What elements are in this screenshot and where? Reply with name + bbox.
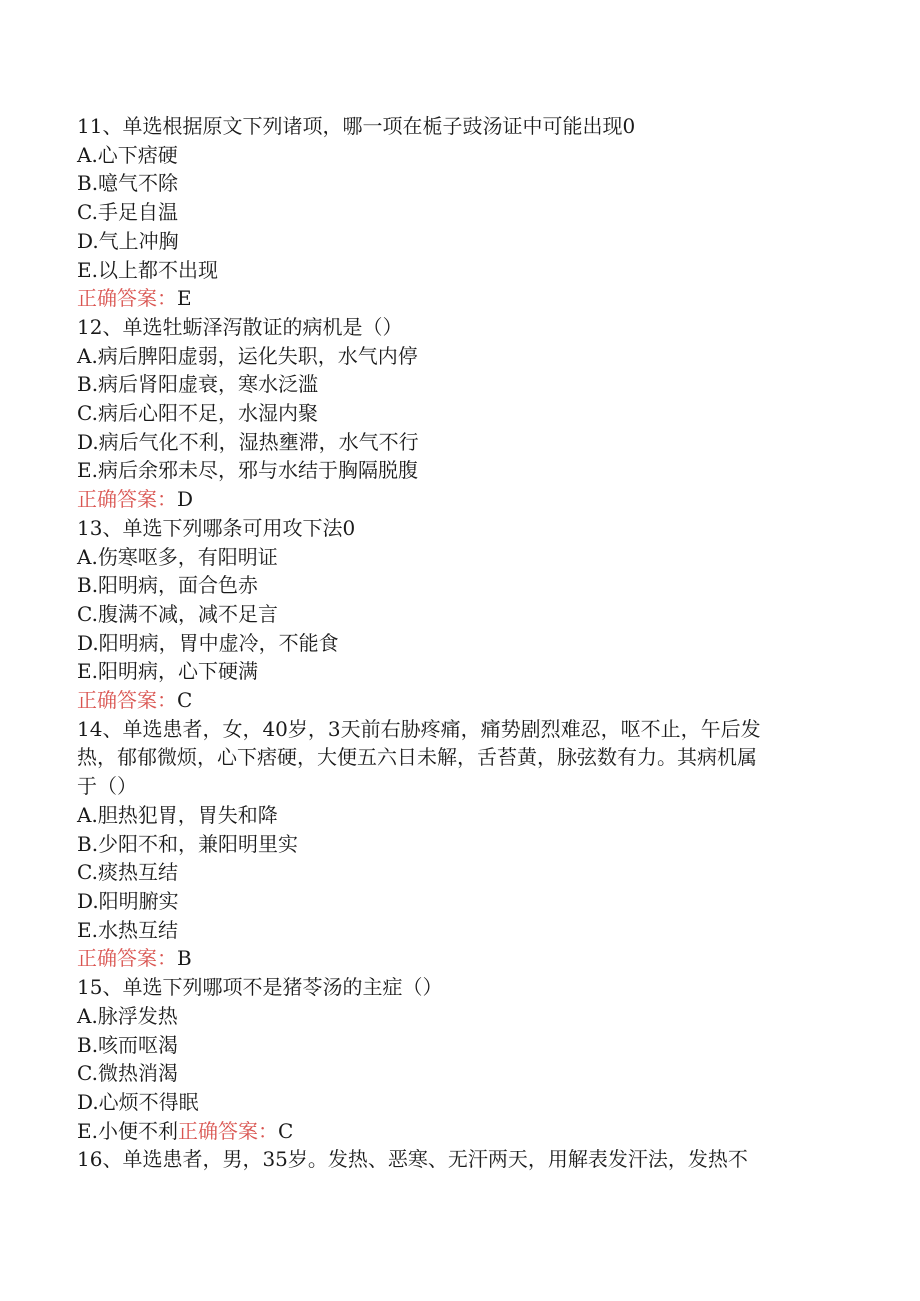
question-stem: 11、单选根据原文下列诸项，哪一项在栀子豉汤证中可能出现0 <box>77 114 636 138</box>
answer-label: 正确答案： <box>77 946 177 971</box>
option: B.咳而呕渴 <box>77 1032 179 1057</box>
option: A.脉浮发热 <box>77 1003 178 1028</box>
option: E.小便不利 <box>77 1118 178 1143</box>
option: A.胆热犯胃，胃失和降 <box>77 802 278 827</box>
option: E.水热互结 <box>77 917 178 942</box>
option: A.病后脾阳虚弱，运化失职，水气内停 <box>77 343 418 368</box>
question-stem-line: 热，郁郁微烦，心下痞硬，大便五六日未解，舌苔黄，脉弦数有力。其病机属 <box>77 745 757 770</box>
answer-line <box>77 485 817 514</box>
answer-label: 正确答案： <box>177 1118 278 1143</box>
option: E.阳明病，心下硬满 <box>77 659 258 684</box>
answer-label: 正确答案： <box>77 487 177 512</box>
option: C.腹满不减，减不足言 <box>77 601 278 626</box>
option: D.气上冲胸 <box>77 228 179 253</box>
option: C.手足自温 <box>77 200 178 225</box>
option: A.伤寒呕多，有阳明证 <box>77 544 278 569</box>
answer-line <box>77 686 817 715</box>
answer-value: B <box>177 946 192 971</box>
option: D.病后气化不利，湿热壅滞，水气不行 <box>77 429 419 454</box>
question-stem-line: 于（） <box>77 774 137 799</box>
answer-value: E <box>177 286 192 311</box>
option: D.阳明腑实 <box>77 888 179 913</box>
option: B.噫气不除 <box>77 171 179 196</box>
option: B.少阳不和，兼阳明里实 <box>77 831 299 856</box>
question-stem: 15、单选下列哪项不是猪苓汤的主症（） <box>77 975 443 1000</box>
answer-value: C <box>177 688 193 713</box>
option: B.病后肾阳虚衰，寒水泛滥 <box>77 372 319 397</box>
option: E.病后余邪未尽，邪与水结于胸隔脱腹 <box>77 458 418 483</box>
answer-line <box>77 284 817 313</box>
option: A.心下痞硬 <box>77 142 178 167</box>
option: D.心烦不得眠 <box>77 1089 199 1114</box>
option: C.痰热互结 <box>77 860 178 885</box>
question-list <box>77 112 817 1174</box>
question-stem: 16、单选患者，男，35岁。发热、恶寒、无汗两天，用解表发汗法，发热不 <box>77 1147 748 1172</box>
answer-line <box>77 944 817 973</box>
answer-value: D <box>177 487 194 512</box>
question-stem: 12、单选牡蛎泽泻散证的病机是（） <box>77 314 403 339</box>
question-stem: 13、单选下列哪条可用攻下法0 <box>77 515 356 540</box>
question-stem-line: 14、单选患者，女，40岁，3天前右胁疼痛，痛势剧烈难忍，呕不止，午后发 <box>77 716 761 741</box>
option: D.阳明病，胃中虚冷，不能食 <box>77 630 339 655</box>
answer-label: 正确答案： <box>77 286 177 311</box>
option: E.以上都不出现 <box>77 257 218 282</box>
answer-value: C <box>277 1118 294 1143</box>
answer-label: 正确答案： <box>77 688 177 713</box>
option: C.微热消渴 <box>77 1061 178 1086</box>
answer-line <box>77 1117 817 1146</box>
option: C.病后心阳不足，水湿内聚 <box>77 401 318 426</box>
option: B.阳明病，面合色赤 <box>77 573 259 598</box>
